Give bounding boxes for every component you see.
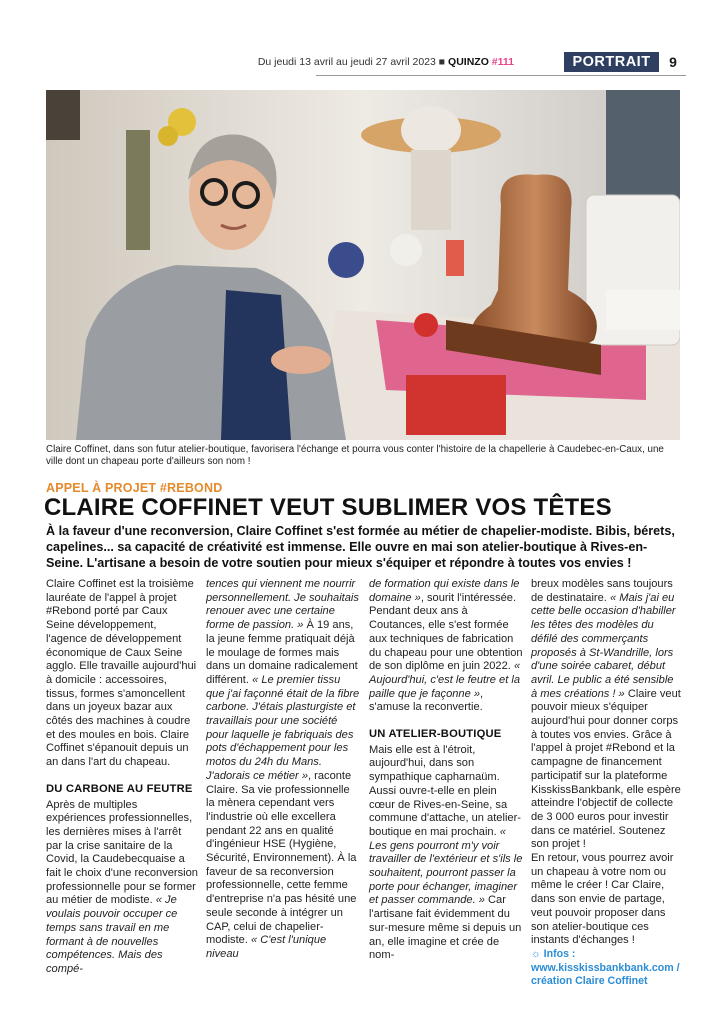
- text-run: À 19 ans, la jeune femme pratiquait déjà le moulage de formes mais dans un domaine radicalement différent.: [206, 619, 358, 686]
- brand-name: QUINZO: [448, 56, 489, 68]
- quote: « Le premier tissu que j'ai façonné était de la fibre carbone. J'étais plasturgiste et travaillais pour une société pour laquelle je fabriquais des pots d'échappement pour les motos du 24h du Mans. J'adorais ce métier »: [206, 673, 360, 782]
- quote: tences qui viennent me nourrir personnellement. Je souhaitais renouer avec une certaine forme de passion. »: [206, 578, 359, 632]
- article-column-2: [206, 578, 361, 962]
- text-run: , s'amuse la reconvertie.: [369, 687, 484, 714]
- article-title: CLAIRE COFFINET VEUT SUBLIMER VOS TÊTES: [44, 494, 612, 521]
- subheading: DU CARBONE AU FEUTRE: [46, 782, 193, 795]
- article-column-3: [369, 578, 523, 963]
- quote: de formation qui existe dans le domaine »: [369, 578, 520, 604]
- section-label: PORTRAIT: [564, 52, 659, 72]
- quote: « Aujourd'hui, c'est le feutre et la paille que je façonne »: [369, 660, 521, 700]
- square-icon: ■: [438, 56, 446, 68]
- paragraph: [369, 578, 523, 715]
- paragraph: En retour, vous pourrez avoir un chapeau à votre nom ou même le créer ! Car Claire, dans son envie de partage, veut pouvoir proposer dans son atelier-boutique ces instants d'échanges !: [531, 852, 674, 947]
- article-lead: À la faveur d'une reconversion, Claire Coffinet s'est formée au métier de chapelier-modiste. Bibis, bérets, capelines... sa capacité de créativité est immense. Elle ouvre en mai son atelier-boutique à Rives-en-Seine. L'artisane a besoin de votre soutien pour mieux s'équiper et répondre à toutes vos envies !: [46, 524, 675, 570]
- infos-link[interactable]: [531, 948, 681, 989]
- article-kicker: APPEL À PROJET #REBOND: [46, 481, 223, 495]
- text-run: breux modèles sans toujours de destinataire.: [531, 578, 673, 604]
- text-run: , raconte Claire. Sa vie professionnelle la mènera cependant vers l'industrie où elle excellera pendant 22 ans en qualité d'ingénieur HSE (Hygiène, Sécurité, Environnement). À la faveur de sa reconversion professionnelle, cette femme d'entreprise n'a pas hésité une seule seconde à intégrer un CAP, celui de chapelier-modiste.: [206, 769, 357, 947]
- paragraph: [369, 744, 523, 963]
- text-run: Claire veut pouvoir mieux s'équiper aujourd'hui pour donner corps à toutes vos envies. Grâce à l'appel à projet #Rebond et la campagne de financement participatif sur la plateforme KisskissBankbank, elle espère atteindre l'objectif de collecte de 3 000 euros pour investir dans ce matériel. Soutenez son projet !: [531, 687, 681, 851]
- paragraph: [206, 578, 361, 962]
- quote: « Je voulais pouvoir occuper ce temps sans travail en me formant à de nouvelles compétences. Mais des compé-: [46, 894, 178, 975]
- page-number: 9: [669, 54, 677, 70]
- issue-date: Du jeudi 13 avril au jeudi 27 avril 2023: [257, 56, 436, 68]
- text-run: , sourit l'intéressée. Pendant deux ans à Coutances, elle s'est formée aux techniques de fabrication du chapeau pour une obtention de son diplôme en juin 2022.: [369, 591, 523, 673]
- text-run: Après de multiples expériences professionnelles, les dernières mises à l'arrêt par la crise sanitaire de la Covid, la Caudebecquaise a fait le choix d'une reconversion professionnelle pour se former au métier de modiste.: [46, 798, 198, 907]
- paragraph: [46, 799, 198, 977]
- quote: « C'est l'unique niveau: [206, 934, 327, 960]
- header-rule: [316, 75, 686, 76]
- quote: « Mais j'ai eu cette belle occasion d'habiller les têtes des modèles du défilé des commerçants proposés à St-Wandrille, lors d'une soirée cabaret, début avril. Le public a été sensible à mes créations ! »: [531, 591, 676, 700]
- article-column-4: [531, 578, 681, 989]
- article-column-1: [46, 578, 198, 977]
- text-run: Car l'artisane fait évidemment du sur-mesure même si depuis un an, elle imagine et crée de nom-: [369, 894, 522, 962]
- paragraph: [531, 578, 681, 852]
- photo-caption: Claire Coffinet, dans son futur atelier-boutique, favorisera l'échange et pourra vous conter l'histoire de la chapellerie à Caudebec-en-Caux, une ville dont un chapeau porte d'ailleurs son nom !: [46, 444, 664, 467]
- paragraph: Claire Coffinet est la troisième lauréate de l'appel à projet #Rebond porté par Caux Seine développement, l'agence de développement économique de Caux Seine agglo. Elle travaille aujourd'hui à domicile : accessoires, tissus, formes s'amoncellent dans un joyeux bazar aux côtés des machines à coudre et des moules en bois. Claire Coffinet s'épanouit depuis un an dans l'art du chapeau.: [46, 578, 197, 769]
- text-run: Mais elle est à l'étroit, aujourd'hui, dans son sympathique capharnaüm. Aussi ouvre-t-elle en plein cœur de Rives-en-Seine, sa commune d'attache, un atelier-boutique en mai prochain.: [369, 743, 521, 838]
- photo-illustration: [46, 90, 680, 440]
- issue-number: #111: [491, 56, 514, 68]
- hero-photo: [46, 90, 680, 440]
- quote: « Les gens pourront m'y voir travailler de l'extérieur et s'ils le souhaitent, pourront passer la porte pour échanger, imaginer et passer commande. »: [369, 825, 523, 907]
- issue-date-line: [258, 56, 514, 68]
- infos-text: Infos : www.kisskissbankbank.com / création Claire Coffinet: [531, 947, 680, 988]
- subheading: UN ATELIER-BOUTIQUE: [369, 728, 502, 741]
- info-globe-icon: ☼: [531, 947, 541, 960]
